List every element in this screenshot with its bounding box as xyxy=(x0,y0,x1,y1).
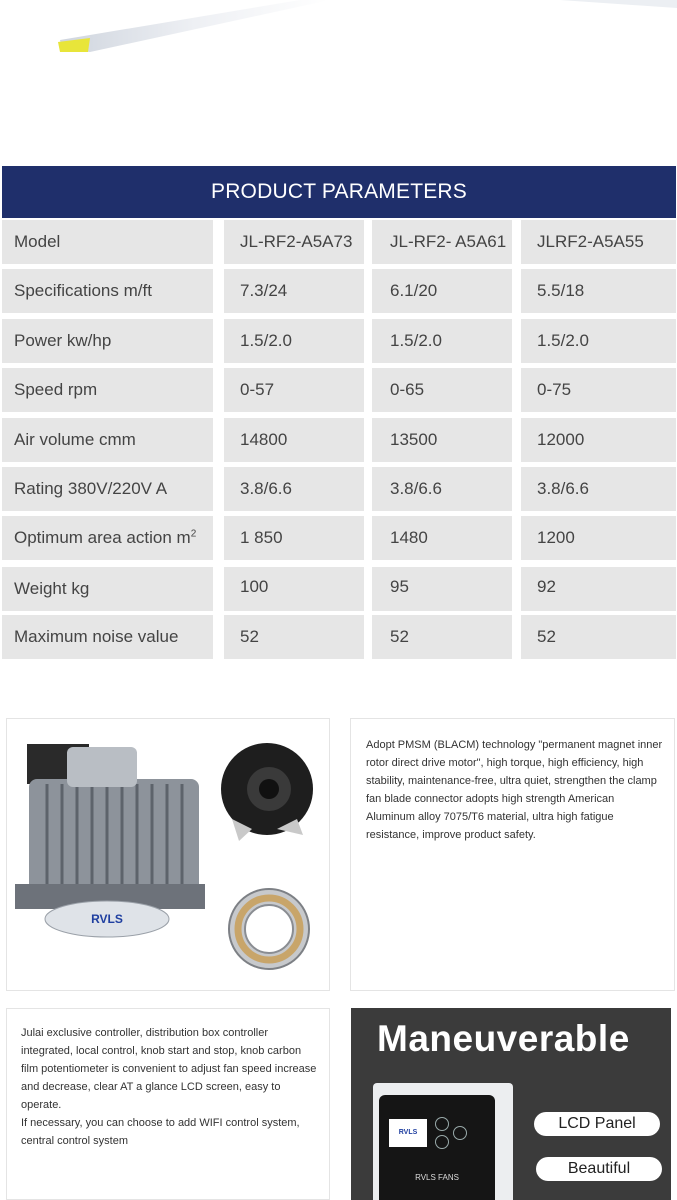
value-cell: 0-75 xyxy=(521,368,676,412)
value-cell: 7.3/24 xyxy=(224,269,364,313)
value-cell: 6.1/20 xyxy=(372,269,512,313)
row-label: Weight kg xyxy=(2,567,213,611)
row-label xyxy=(2,516,213,560)
controller-front xyxy=(379,1095,495,1200)
section-title: PRODUCT PARAMETERS xyxy=(2,166,676,218)
value-cell: 0-57 xyxy=(224,368,364,412)
motor-image-card xyxy=(6,718,330,991)
table-row xyxy=(2,516,676,560)
value-cell: JLRF2-A5A55 xyxy=(521,220,676,264)
value-cell: 3.8/6.6 xyxy=(521,467,676,511)
value-cell: 0-65 xyxy=(372,368,512,412)
value-cell: 1.5/2.0 xyxy=(224,319,364,363)
device-brand: RVLS FANS xyxy=(415,1173,459,1182)
row-label: Maximum noise value xyxy=(2,615,213,659)
down-button-icon xyxy=(435,1135,449,1149)
value-cell: 13500 xyxy=(372,418,512,462)
maneuverable-panel xyxy=(351,1008,671,1200)
value-cell: 92 xyxy=(521,567,676,611)
panel-title: Maneuverable xyxy=(377,1018,630,1059)
value-cell: 1480 xyxy=(372,516,512,560)
row-label-text: Optimum area action m xyxy=(14,528,191,547)
row-label: Power kw/hp xyxy=(2,319,213,363)
value-cell: 1200 xyxy=(521,516,676,560)
value-cell: 3.8/6.6 xyxy=(372,467,512,511)
row-label: Model xyxy=(2,220,213,264)
value-cell: JL-RF2- A5A61 xyxy=(372,220,512,264)
hero-fan-blade-image xyxy=(0,0,677,60)
value-cell: 95 xyxy=(372,567,512,611)
row-label-superscript: 2 xyxy=(190,528,197,540)
beautiful-pill: Beautiful xyxy=(536,1157,662,1181)
value-cell: 12000 xyxy=(521,418,676,462)
row-label: Specifications m/ft xyxy=(2,269,213,313)
row-label: Air volume cmm xyxy=(2,418,213,462)
motor-top-cap xyxy=(67,747,137,787)
lcd-panel-pill: LCD Panel xyxy=(534,1112,660,1136)
controller-box xyxy=(373,1083,513,1200)
motor-illustration xyxy=(7,719,329,990)
motor-description: Adopt PMSM (BLACM) technology "permanent magnet inner rotor direct drive motor", high torque, high efficiency, high stability, maintenance-free, ultra quiet, strengthen the clamp fan blade connector adopts high strength American Aluminum alloy 7075/T6 material, ultra high fatigue resistance, improve product safety. xyxy=(366,739,663,841)
controller-description-card xyxy=(6,1008,330,1200)
value-cell: JL-RF2-A5A73 xyxy=(224,220,364,264)
table-row xyxy=(2,220,676,264)
value-cell: 1 850 xyxy=(224,516,364,560)
table-row xyxy=(2,615,676,659)
value-cell: 52 xyxy=(224,615,364,659)
value-cell: 100 xyxy=(224,567,364,611)
table-row xyxy=(2,418,676,462)
value-cell: 14800 xyxy=(224,418,364,462)
controller-description-extra: If necessary, you can choose to add WIFI control system, central control system xyxy=(21,1117,300,1147)
row-label: Speed rpm xyxy=(2,368,213,412)
controller-description-main: Julai exclusive controller, distribution box controller integrated, local control, knob start and stop, knob carbon film potentiometer is convenient to adjust fan speed increase and decrease, clear AT a glance LCD screen, easy to operate. xyxy=(21,1027,317,1111)
controller-description xyxy=(21,1024,317,1150)
table-row xyxy=(2,567,676,611)
lcd-screen xyxy=(389,1119,427,1147)
up-button-icon xyxy=(435,1117,449,1131)
value-cell: 1.5/2.0 xyxy=(521,319,676,363)
table-row xyxy=(2,269,676,313)
table-row xyxy=(2,467,676,511)
row-label: Rating 380V/220V A xyxy=(2,467,213,511)
value-cell: 1.5/2.0 xyxy=(372,319,512,363)
table-row xyxy=(2,368,676,412)
motor-stator xyxy=(29,779,199,899)
select-button-icon xyxy=(453,1126,467,1140)
motor-logo: RVLS xyxy=(91,912,123,926)
value-cell: 3.8/6.6 xyxy=(224,467,364,511)
motor-description-card xyxy=(350,718,675,991)
value-cell: 52 xyxy=(372,615,512,659)
lcd-logo: RVLS xyxy=(398,1129,418,1136)
value-cell: 5.5/18 xyxy=(521,269,676,313)
table-row xyxy=(2,319,676,363)
value-cell: 52 xyxy=(521,615,676,659)
